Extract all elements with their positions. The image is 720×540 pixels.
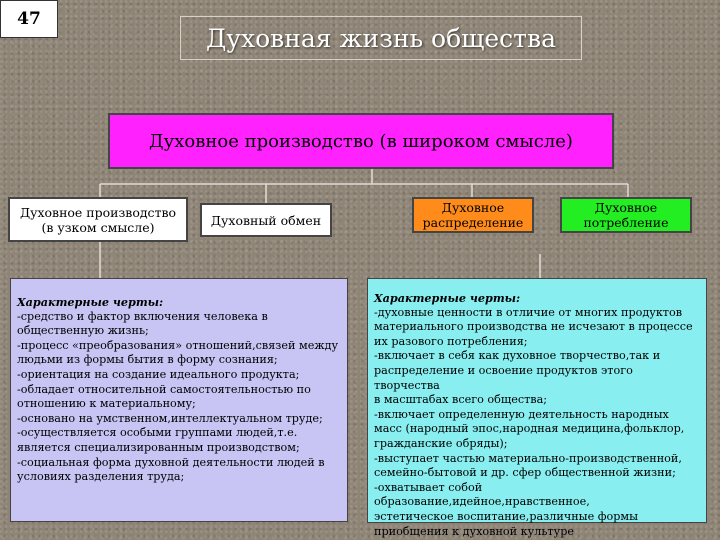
feature-item: -выступает частью материально-производственной,	[374, 451, 682, 465]
left-features-box	[10, 278, 348, 522]
feature-item: -осуществляется особыми группами людей,т.е.	[17, 426, 298, 440]
subcategory-label-line2: распределение	[422, 215, 524, 230]
feature-item: общественную жизнь;	[17, 324, 149, 338]
feature-item: -средство и фактор включения человека в	[17, 309, 268, 323]
subcategory-label-line1: Духовный обмен	[210, 212, 322, 228]
feature-item: является специализированным производством;	[17, 440, 300, 454]
features-list	[374, 306, 700, 540]
feature-item: распределение и освоение продуктов этого творчества	[374, 363, 633, 392]
feature-item: масс (народный эпос,народная медицина,фольклор,	[374, 422, 685, 436]
feature-item: -социальная форма духовной деятельности людей в	[17, 455, 325, 469]
subcategory-consumption	[560, 197, 692, 233]
feature-item: гражданские обряды);	[374, 436, 508, 450]
right-features-box	[367, 278, 707, 538]
feature-item: в масштабах всего общества;	[374, 393, 548, 407]
feature-item: их разового потребления;	[374, 334, 528, 348]
subcategory-label-line1: Духовное	[441, 200, 505, 215]
feature-item: -ориентация на создание идеального продукта;	[17, 367, 300, 381]
subcategory-label-line1: Духовное производство	[19, 204, 177, 220]
subcategory-exchange	[200, 203, 332, 237]
subcategory-distribution	[412, 197, 534, 233]
features-heading: Характерные черты:	[17, 295, 164, 309]
main-concept-label: Духовное производство (в широком смысле)	[149, 130, 573, 152]
subcategory-label-line2: потребление	[583, 215, 669, 230]
subcategory-narrow-production	[8, 197, 188, 242]
slide-number: 47	[0, 0, 58, 38]
page-title: Духовная жизнь общества	[205, 24, 556, 53]
feature-item: -процесс «преобразования» отношений,связей между	[17, 338, 339, 352]
main-concept-box	[108, 113, 614, 169]
feature-item: -духовные ценности в отличие от многих продуктов	[374, 305, 683, 319]
feature-item: -основано на умственном,интеллектуальном труде;	[17, 411, 323, 425]
feature-item: материального производства не исчезают в процессе	[374, 320, 693, 334]
subcategory-label-line2: (в узком смысле)	[41, 219, 155, 235]
feature-item: приобщения к духовной культуре	[374, 524, 574, 538]
feature-item: -обладает относительной самостоятельностью по	[17, 382, 311, 396]
feature-item: -охватывает собой образование,идейное,нравственное,	[374, 480, 590, 509]
feature-item: условиях разделения труда;	[17, 470, 185, 484]
feature-item: людьми из формы бытия в форму сознания;	[17, 353, 278, 367]
feature-item: -включает в себя как духовное творчество,так и	[374, 349, 661, 363]
features-heading: Характерные черты:	[374, 291, 521, 305]
feature-item: отношению к материальному;	[17, 397, 196, 411]
feature-item: -включает определенную деятельность народных	[374, 407, 669, 421]
features-list	[17, 310, 341, 485]
subcategory-label-line1: Духовное	[594, 200, 658, 215]
feature-item: эстетическое воспитание,различные формы	[374, 509, 639, 523]
feature-item: семейно-бытовой и др. сфер общественной жизни;	[374, 466, 676, 480]
